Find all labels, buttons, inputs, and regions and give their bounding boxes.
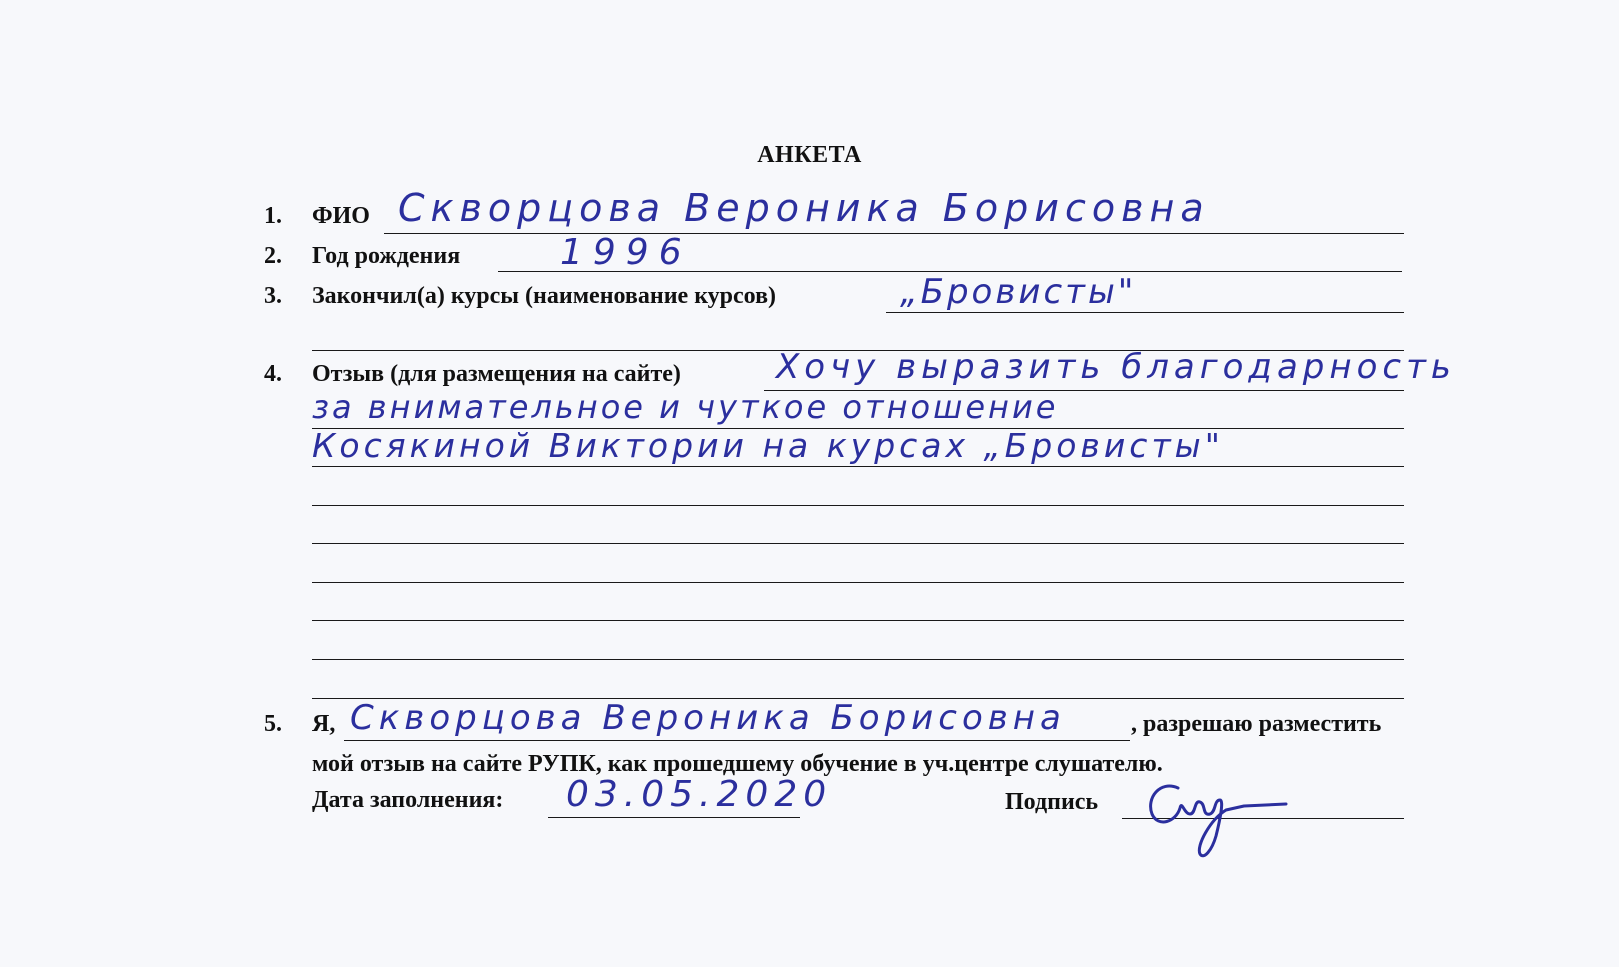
birth-year-handwritten: 1996	[560, 232, 692, 273]
review-handwritten-2: за внимательное и чуткое отношение	[312, 388, 1059, 426]
item-number-3: 3.	[264, 283, 282, 309]
consent-suffix: , разрешаю разместить	[1131, 711, 1382, 737]
review-line-7	[312, 620, 1404, 621]
signature-label: Подпись	[1005, 789, 1099, 815]
consent-label: Я,	[312, 711, 336, 737]
item-number-1: 1.	[264, 203, 282, 229]
date-handwritten: 03.05.2020	[566, 774, 833, 815]
birth-year-label: Год рождения	[312, 243, 461, 269]
consent-name-line	[344, 740, 1130, 741]
fio-label: ФИО	[312, 203, 370, 229]
review-line-6	[312, 582, 1404, 583]
course-label: Закончил(а) курсы (наименование курсов)	[312, 283, 777, 309]
page-title: АНКЕТА	[757, 142, 862, 168]
review-line-8	[312, 659, 1404, 660]
date-label: Дата заполнения:	[312, 787, 504, 813]
review-line-5	[312, 543, 1404, 544]
consent-text-line-2: мой отзыв на сайте РУПК, как прошедшему обучение в уч.центре слушателю.	[312, 751, 1163, 777]
review-handwritten-1: Хочу выразить благодарность	[776, 347, 1456, 387]
fio-line	[384, 233, 1404, 234]
fio-handwritten: Скворцова Вероника Борисовна	[398, 186, 1210, 230]
item-number-4: 4.	[264, 361, 282, 387]
item-number-2: 2.	[264, 243, 282, 269]
review-label: Отзыв (для размещения на сайте)	[312, 361, 681, 387]
review-handwritten-3: Косякиной Виктории на курсах „Бровисты"	[312, 426, 1224, 465]
course-handwritten: „Бровисты"	[900, 272, 1137, 312]
course-line	[886, 312, 1404, 313]
consent-handwritten-name: Скворцова Вероника Борисовна	[350, 698, 1066, 738]
review-line-4	[312, 505, 1404, 506]
item-number-5: 5.	[264, 711, 282, 737]
date-line	[548, 817, 800, 818]
signature-mark	[1140, 770, 1300, 866]
review-line-3	[312, 466, 1404, 467]
